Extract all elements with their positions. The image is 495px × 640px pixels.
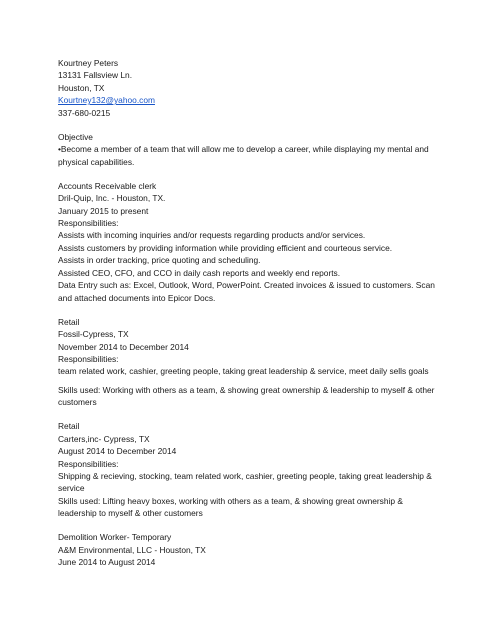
objective-section <box>58 131 436 168</box>
job-dates: August 2014 to December 2014 <box>58 446 177 457</box>
job-dates: November 2014 to December 2014 <box>58 341 189 352</box>
job-dates: January 2015 to present <box>58 205 149 216</box>
job-dates: June 2014 to August 2014 <box>58 557 156 568</box>
responsibilities-label: Responsibilities: <box>58 458 119 469</box>
applicant-name: Kourtney Peters <box>58 58 119 68</box>
job-company: Carters,inc- Cypress, TX <box>58 433 150 444</box>
skills-used: Skills used: Lifting heavy boxes, working with others as a team, & showing great ownership & leadership to myself & other customers <box>58 495 403 519</box>
email-link[interactable]: Kourtney132@yahoo.com <box>58 95 155 106</box>
job-entry <box>58 531 436 568</box>
job-company: A&M Environmental, LLC - Houston, TX <box>58 544 206 555</box>
phone-number: 337-680-0215 <box>58 107 111 118</box>
skills-used: Skills used: Working with others as a team, & showing great ownership & leadership to myself & other customers <box>58 384 435 408</box>
responsibility-line: Shipping & recieving, stocking, team related work, cashier, greeting people, taking great leadership & service <box>58 470 432 494</box>
job-company: Dril-Quip, Inc. - Houston, TX. <box>58 193 166 204</box>
responsibility-line: Assisted CEO, CFO, and CCO in daily cash reports and weekly end reports. <box>58 267 341 278</box>
job-company: Fossil-Cypress, TX <box>58 329 129 340</box>
city-state: Houston, TX <box>58 82 105 93</box>
responsibilities-label: Responsibilities: <box>58 353 119 364</box>
job-title: Retail <box>58 421 80 432</box>
responsibility-line: Data Entry such as: Excel, Outlook, Word, PowerPoint. Created invoices & issued to customers. Scan and attached documents into Epicor Docs. <box>58 280 435 303</box>
contact-block <box>58 57 436 119</box>
responsibility-line: team related work, cashier, greeting people, taking great leadership & service, meet daily sells goals <box>58 366 429 377</box>
responsibility-line: Assists with incoming inquiries and/or requests regarding products and/or services. <box>58 230 366 241</box>
responsibility-line: Assists customers by providing information while providing efficient and courteous service. <box>58 242 393 253</box>
job-entry <box>58 180 436 304</box>
job-title: Demolition Worker- Temporary <box>58 532 172 543</box>
job-entry <box>58 316 436 409</box>
job-title: Accounts Receivable clerk <box>58 180 157 191</box>
job-entry <box>58 420 436 519</box>
responsibility-line: Assists in order tracking, price quoting and scheduling. <box>58 255 261 266</box>
objective-text: •Become a member of a team that will allow me to develop a career, while displaying my mental and physical capabilities. <box>58 144 429 167</box>
job-title: Retail <box>58 316 80 327</box>
objective-heading: Objective <box>58 131 93 142</box>
resume-page <box>58 57 436 569</box>
street-address: 13131 Fallsview Ln. <box>58 70 133 81</box>
responsibilities-label: Responsibilities: <box>58 218 119 229</box>
